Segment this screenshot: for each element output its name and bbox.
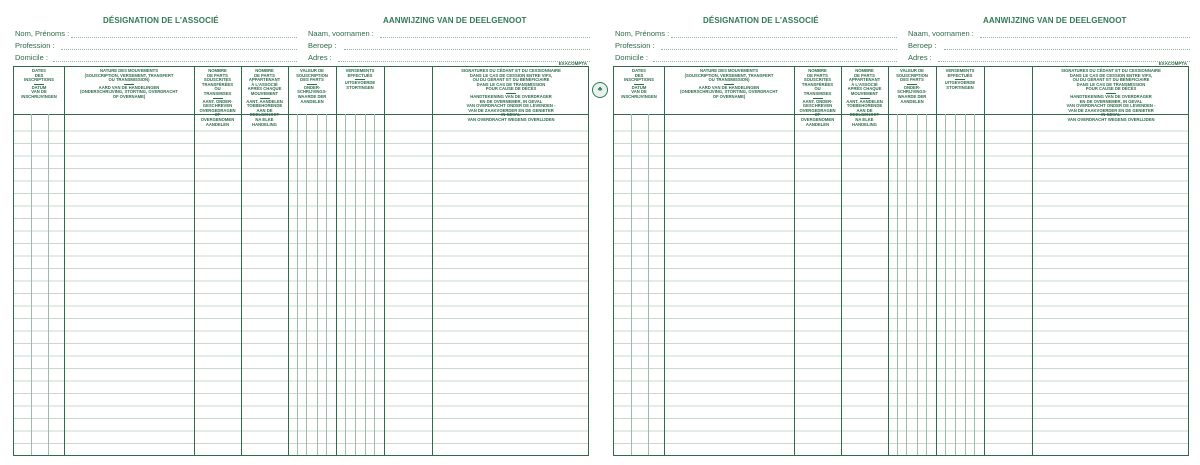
ledger-table — [613, 66, 1189, 456]
col-header-parts-owned: NOMBRE DE PARTS APPARTENANT À L'ASSOCIÉ APRÈS CHAQUE MOUVEMENT AANT. AANDELEN TOEBEHORENDE AAN DE DEELGENOOT NA ELKE HANDELING — [246, 68, 283, 127]
col-header-parts-transferred: NOMBRE DE PARTS SOUSCRITES TRANSFÉRÉES OU TRANSMISES AANT. ONDER- GESCHREVEN OVERGEDRAGEN OF OVERGENOMEN AANDELEN — [199, 68, 236, 127]
field-name-fr[interactable] — [15, 29, 69, 38]
field-domicile-fr[interactable] — [615, 53, 648, 62]
col-header-dates: DATES DES INSCRIPTIONS DATUM VAN DE INSCHRIJVINGEN — [621, 68, 657, 99]
column-divider — [984, 67, 985, 455]
field-name-fr[interactable] — [615, 29, 669, 38]
subcolumn-divider — [326, 114, 327, 455]
field-name-nl[interactable] — [308, 29, 374, 38]
subcolumn-divider — [631, 114, 632, 455]
subcolumn-divider — [306, 114, 307, 455]
column-divider — [288, 67, 289, 455]
col-header-nature: NATURE DES MOUVEMENTS (SOUSCRIPTION, VERSEMENT, TRANSFERT OU TRANSMISSION) AARD VAN DE HANDELINGEN (ONDERSCHRIJVING, STORTING, OVERDRACHT OF OVERNAME) — [80, 68, 178, 99]
subcolumn-divider — [974, 114, 975, 455]
col-header-payments: VERSEMENTS EFFECTUÉS UITGEVOERDE STORTINGEN — [944, 68, 976, 90]
field-label: Naam, voornamen : — [308, 29, 374, 38]
subcolumn-divider — [648, 114, 649, 455]
field-adres-nl[interactable] — [908, 53, 932, 62]
column-divider — [1032, 67, 1033, 455]
subcolumn-divider — [355, 114, 356, 455]
field-label: Domicile : — [15, 53, 48, 62]
col-header-dates: DATES DES INSCRIPTIONS DATUM VAN DE INSCHRIJVINGEN — [21, 68, 57, 99]
field-label: Domicile : — [615, 53, 648, 62]
title-fr: DÉSIGNATION DE L'ASSOCIÉ — [703, 16, 819, 25]
col-header-parts-owned: NOMBRE DE PARTS APPARTENANT À L'ASSOCIÉ APRÈS CHAQUE MOUVEMENT AANT. AANDELEN TOEBEHORENDE AAN DE DEELGENOOT NA ELKE HANDELING — [846, 68, 883, 127]
column-divider — [64, 67, 65, 455]
ledger-table — [13, 66, 589, 456]
field-label: Profession : — [615, 41, 655, 50]
field-beroep-nl[interactable] — [908, 41, 936, 50]
field-line — [61, 49, 297, 50]
column-divider — [664, 67, 665, 455]
subcolumn-divider — [955, 114, 956, 455]
subcolumn-divider — [917, 114, 918, 455]
field-label: Adres : — [908, 53, 932, 62]
col-header-value: VALEUR DE SOUSCRIPTION DES PARTS ONDER- SCHRIJVINGS- WAARDE DER AANDELEN — [896, 68, 928, 104]
field-name-nl[interactable] — [908, 29, 974, 38]
col-header-payments: VERSEMENTS EFFECTUÉS UITGEVOERDE STORTINGEN — [344, 68, 376, 90]
subcolumn-divider — [48, 114, 49, 455]
col-header-signatures: SIGNATURES DU CÉDANT ET DU CESSIONNAIRE DANS LE CAS DE CESSION ENTRE VIFS, OU DU GÉRANT ET DU BÉNÉFICIAIRE DANS LE CAS DE TRANSMISSION POUR CAUSE DE DÉCÈS HANDTEKENING VAN DE OVERDRAGER EN DE OVERNEMER, IN GEVAL VAN OVERDRACHT ONDER DE LEVENDEN - VAN DE ZAAKVOERDER EN DE GENIETER IN GEVAL VAN OVERDRACHT WEGENS OVERLIJDEN — [461, 68, 561, 122]
field-line — [653, 61, 897, 62]
brand-label: EXACOMPTA — [558, 61, 587, 66]
subcolumn-divider — [345, 114, 346, 455]
column-divider — [936, 67, 937, 455]
field-line — [671, 37, 897, 38]
col-header-parts-transferred: NOMBRE DE PARTS SOUSCRITES TRANSFÉRÉES OU TRANSMISES AANT. ONDER- GESCHREVEN OVERGEDRAGEN OF OVERGENOMEN AANDELEN — [799, 68, 836, 127]
field-line — [980, 37, 1190, 38]
column-divider — [432, 67, 433, 455]
field-label: Naam, voornamen : — [908, 29, 974, 38]
col-header-signatures: SIGNATURES DU CÉDANT ET DU CESSIONNAIRE DANS LE CAS DE CESSION ENTRE VIFS, OU DU GÉRANT ET DU BÉNÉFICIAIRE DANS LE CAS DE TRANSMISSION POUR CAUSE DE DÉCÈS HANDTEKENING VAN DE OVERDRAGER EN DE OVERNEMER, IN GEVAL VAN OVERDRACHT ONDER DE LEVENDEN - VAN DE ZAAKVOERDER EN DE GENIETER IN GEVAL VAN OVERDRACHT WEGENS OVERLIJDEN — [1061, 68, 1161, 122]
field-domicile-fr[interactable] — [15, 53, 48, 62]
ledger-page-right — [605, 0, 1195, 465]
col-header-value: VALEUR DE SOUSCRIPTION DES PARTS ONDER- SCHRIJVINGS- WAARDE DER AANDELEN — [296, 68, 328, 104]
field-label: Profession : — [15, 41, 55, 50]
subcolumn-divider — [926, 114, 927, 455]
field-profession-fr[interactable] — [15, 41, 55, 50]
subcolumn-divider — [374, 114, 375, 455]
brand-label: EXACOMPTA — [1158, 61, 1187, 66]
field-line — [380, 37, 590, 38]
subcolumn-divider — [965, 114, 966, 455]
field-line — [338, 61, 590, 62]
subcolumn-divider — [945, 114, 946, 455]
field-line — [71, 37, 297, 38]
col-header-nature: NATURE DES MOUVEMENTS (SOUSCRIPTION, VERSEMENT, TRANSFERT OU TRANSMISSION) AARD VAN DE HANDELINGEN (ONDERSCHRIJVING, STORTING, OVERDRACHT OF OVERNAME) — [680, 68, 778, 99]
subcolumn-divider — [365, 114, 366, 455]
column-divider — [336, 67, 337, 455]
subcolumn-divider — [906, 114, 907, 455]
field-line — [53, 61, 297, 62]
title-nl: AANWIJZING VAN DE DEELGENOOT — [983, 16, 1127, 25]
subcolumn-divider — [297, 114, 298, 455]
field-label: Beroep : — [908, 41, 937, 50]
column-divider — [888, 67, 889, 455]
field-line — [944, 49, 1190, 50]
field-label: Nom, Prénoms : — [15, 29, 70, 38]
field-line — [344, 49, 590, 50]
column-divider — [384, 67, 385, 455]
title-nl: AANWIJZING VAN DE DEELGENOOT — [383, 16, 527, 25]
field-line — [661, 49, 897, 50]
field-line — [938, 61, 1190, 62]
field-label: Adres : — [308, 53, 332, 62]
subcolumn-divider — [897, 114, 898, 455]
binding-seal-icon: ♣ — [592, 82, 608, 98]
subcolumn-divider — [31, 114, 32, 455]
field-label: Beroep : — [308, 41, 337, 50]
title-fr: DÉSIGNATION DE L'ASSOCIÉ — [103, 16, 219, 25]
field-beroep-nl[interactable] — [308, 41, 336, 50]
ledger-page-left — [5, 0, 595, 465]
field-label: Nom, Prénoms : — [615, 29, 670, 38]
field-adres-nl[interactable] — [308, 53, 332, 62]
field-profession-fr[interactable] — [615, 41, 655, 50]
subcolumn-divider — [317, 114, 318, 455]
